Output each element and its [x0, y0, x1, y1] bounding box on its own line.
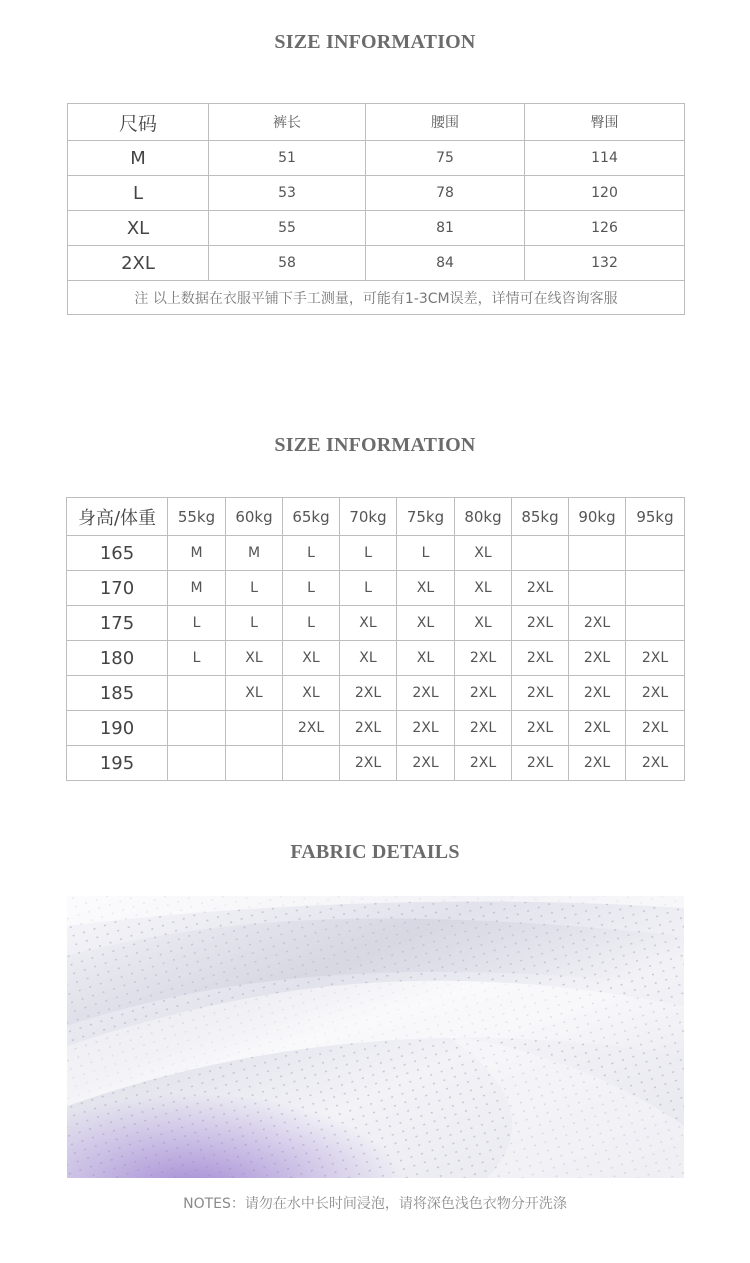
size-cell: 2XL — [397, 711, 455, 746]
size-cell: 2XL — [340, 711, 397, 746]
table-cell: M — [68, 141, 209, 176]
size-cell: XL — [340, 606, 397, 641]
size-cell: XL — [226, 676, 283, 711]
table-cell: 126 — [525, 211, 685, 246]
size-cell: 2XL — [569, 746, 626, 781]
size-cell: XL — [455, 606, 512, 641]
table-row — [67, 676, 685, 711]
table-row — [68, 176, 685, 211]
table-row — [67, 711, 685, 746]
size-cell — [626, 606, 685, 641]
size-cell: XL — [397, 571, 455, 606]
size-cell: L — [226, 606, 283, 641]
table-row — [67, 641, 685, 676]
size-cell — [168, 746, 226, 781]
size-cell: XL — [455, 536, 512, 571]
table-row — [67, 571, 685, 606]
size-cell: 2XL — [340, 676, 397, 711]
size-cell: 2XL — [512, 711, 569, 746]
size-cell: 2XL — [569, 606, 626, 641]
size-cell: 2XL — [283, 711, 340, 746]
table-row — [67, 606, 685, 641]
size-info-title: SIZE INFORMATION — [274, 31, 476, 53]
height-cell: 180 — [67, 641, 168, 676]
height-weight-table — [66, 497, 685, 781]
table-row — [68, 246, 685, 281]
size-cell: 2XL — [397, 746, 455, 781]
height-cell: 195 — [67, 746, 168, 781]
weight-header-cell: 85kg — [512, 498, 569, 536]
care-notes: NOTES：请勿在水中长时间浸泡，请将深色浅色衣物分开洗涤 — [183, 1196, 567, 1212]
table-cell: 53 — [209, 176, 366, 211]
table-cell: XL — [68, 211, 209, 246]
size-cell: L — [340, 536, 397, 571]
weight-header-cell: 75kg — [397, 498, 455, 536]
table-row — [67, 536, 685, 571]
size-cell: 2XL — [340, 746, 397, 781]
height-weight-header — [67, 498, 685, 536]
weight-header-cell: 55kg — [168, 498, 226, 536]
table-row — [68, 211, 685, 246]
fabric-photo — [67, 896, 684, 1178]
size-cell: XL — [283, 676, 340, 711]
height-cell: 165 — [67, 536, 168, 571]
fabric-details-title: FABRIC DETAILS — [290, 841, 460, 863]
weight-header-cell: 70kg — [340, 498, 397, 536]
size-cell: L — [283, 571, 340, 606]
size-cell: L — [283, 606, 340, 641]
size-cell: 2XL — [569, 676, 626, 711]
size-cell: 2XL — [455, 676, 512, 711]
size-cell: L — [397, 536, 455, 571]
size-cell: L — [283, 536, 340, 571]
table-cell: 81 — [366, 211, 525, 246]
table-cell: 55 — [209, 211, 366, 246]
size-table-header-cell: 臀围 — [525, 104, 685, 141]
size-table — [67, 103, 685, 315]
size-cell: M — [168, 571, 226, 606]
table-cell: 78 — [366, 176, 525, 211]
height-cell: 185 — [67, 676, 168, 711]
size-cell — [168, 711, 226, 746]
fabric-mesh-photo-icon — [67, 896, 684, 1178]
size-note: 注 以上数据在衣服平铺下手工测量，可能有1-3CM误差，详情可在线咨询客服 — [68, 281, 685, 315]
height-cell: 170 — [67, 571, 168, 606]
size-cell: M — [168, 536, 226, 571]
height-cell: 175 — [67, 606, 168, 641]
weight-header-cell: 95kg — [626, 498, 685, 536]
size-cell: 2XL — [569, 711, 626, 746]
size-cell — [226, 746, 283, 781]
size-cell — [283, 746, 340, 781]
size-table-header-cell: 尺码 — [68, 104, 209, 141]
size-cell: XL — [455, 571, 512, 606]
table-cell: 120 — [525, 176, 685, 211]
size-cell — [569, 571, 626, 606]
size-cell: 2XL — [512, 606, 569, 641]
size-recommend-title: SIZE INFORMATION — [274, 434, 476, 456]
table-cell: 58 — [209, 246, 366, 281]
size-cell: XL — [397, 606, 455, 641]
table-cell: 51 — [209, 141, 366, 176]
table-cell: 114 — [525, 141, 685, 176]
size-cell — [569, 536, 626, 571]
size-cell: XL — [340, 641, 397, 676]
size-table-header-cell: 裤长 — [209, 104, 366, 141]
size-cell: 2XL — [626, 676, 685, 711]
size-cell — [626, 571, 685, 606]
size-cell: 2XL — [626, 711, 685, 746]
table-cell: 132 — [525, 246, 685, 281]
size-cell: M — [226, 536, 283, 571]
table-cell: 84 — [366, 246, 525, 281]
table-cell: 75 — [366, 141, 525, 176]
size-cell: 2XL — [397, 676, 455, 711]
size-cell: 2XL — [455, 711, 512, 746]
size-cell: 2XL — [455, 641, 512, 676]
size-cell: 2XL — [512, 676, 569, 711]
size-cell: L — [168, 606, 226, 641]
table-cell: 2XL — [68, 246, 209, 281]
size-cell: 2XL — [626, 746, 685, 781]
height-cell: 190 — [67, 711, 168, 746]
weight-header-cell: 90kg — [569, 498, 626, 536]
size-table-header-cell: 腰围 — [366, 104, 525, 141]
size-cell — [512, 536, 569, 571]
weight-header-cell: 60kg — [226, 498, 283, 536]
size-cell: 2XL — [512, 746, 569, 781]
size-cell: L — [226, 571, 283, 606]
size-cell: XL — [226, 641, 283, 676]
size-cell: L — [340, 571, 397, 606]
table-row — [68, 141, 685, 176]
size-cell — [626, 536, 685, 571]
size-cell: XL — [397, 641, 455, 676]
table-cell: L — [68, 176, 209, 211]
size-cell: L — [168, 641, 226, 676]
size-table-note-row — [68, 281, 685, 315]
size-cell: 2XL — [512, 641, 569, 676]
table-row — [67, 746, 685, 781]
size-cell: 2XL — [512, 571, 569, 606]
weight-header-cell: 80kg — [455, 498, 512, 536]
size-cell: XL — [283, 641, 340, 676]
size-cell — [226, 711, 283, 746]
corner-label: 身高/体重 — [67, 498, 168, 536]
size-cell — [168, 676, 226, 711]
size-cell: 2XL — [455, 746, 512, 781]
size-table-header — [68, 104, 685, 141]
size-cell: 2XL — [626, 641, 685, 676]
weight-header-cell: 65kg — [283, 498, 340, 536]
size-cell: 2XL — [569, 641, 626, 676]
